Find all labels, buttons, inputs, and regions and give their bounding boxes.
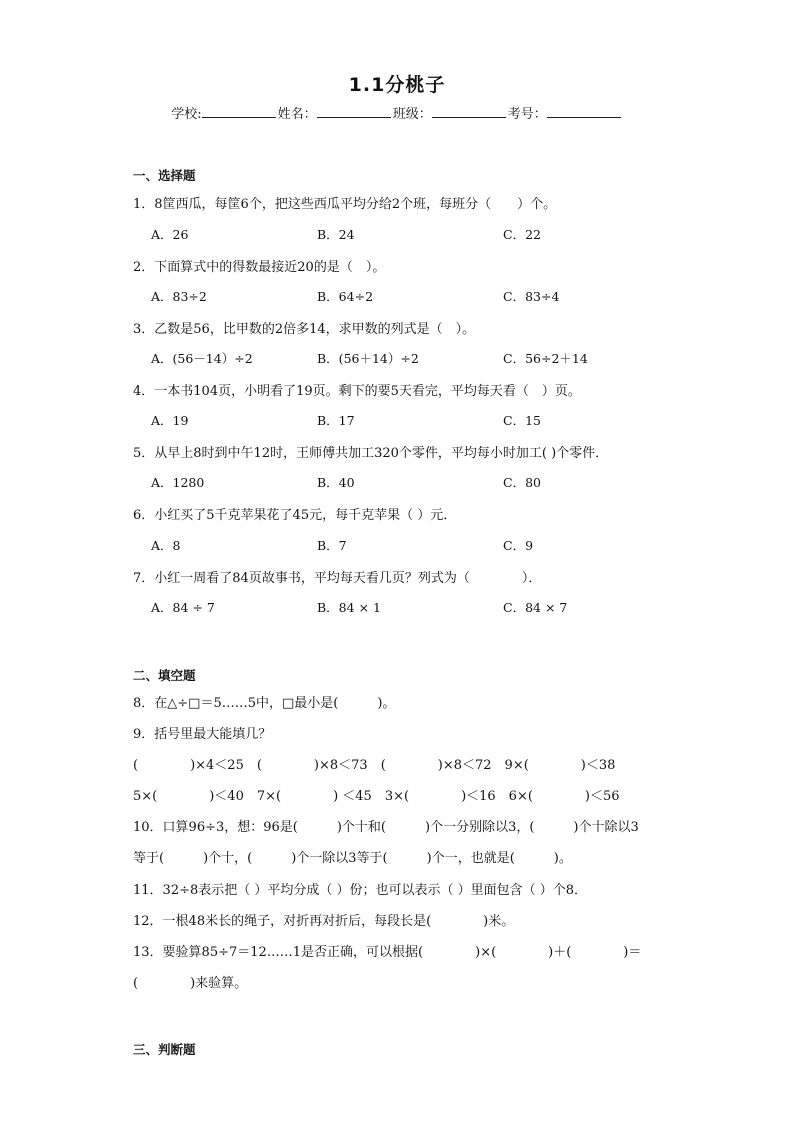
- number-label: 考号：: [507, 107, 547, 122]
- question-6-option-b[interactable]: B．7: [317, 538, 347, 553]
- class-label: 班级：: [392, 107, 432, 122]
- question-12: 12．一根48米长的绳子，对折再对折后，每段长是( )米。: [133, 914, 515, 929]
- name-label: 姓名：: [277, 107, 317, 122]
- class-blank[interactable]: [432, 104, 506, 118]
- school-label: 学校:: [171, 107, 202, 122]
- question-4-option-a[interactable]: A．19: [151, 413, 189, 428]
- question-3: 3．乙数是56，比甲数的2倍多14，求甲数的列式是（ ）。: [133, 322, 476, 337]
- section-heading-fill: 二、填空题: [133, 668, 196, 683]
- question-1-option-a[interactable]: A．26: [151, 227, 189, 242]
- question-11: 11．32÷8表示把（ ）平均分成（ ）份；也可以表示（ ）里面包含（ ）个8．: [133, 883, 588, 898]
- question-4-option-c[interactable]: C．15: [503, 413, 541, 428]
- question-9-row-2: 5×( )＜40 7×( ) ＜45 3×( )＜16 6×( )＜56: [133, 789, 620, 804]
- question-9-row-1: ( )×4＜25 ( )×8＜73 ( )×8＜72 9×( )＜38: [133, 758, 616, 773]
- question-5: 5．从早上8时到中午12时，王师傅共加工320个零件，平均每小时加工( )个零件．: [133, 446, 609, 461]
- section-heading-judge: 三、判断题: [133, 1042, 196, 1057]
- question-7-option-c[interactable]: C．84 × 7: [503, 600, 568, 615]
- question-7: 7．小红一周看了84页故事书，平均每天看几页？列式为（ ）．: [133, 571, 542, 586]
- question-8: 8．在△÷□＝5……5中，□最小是( )。: [133, 696, 396, 711]
- question-3-option-b[interactable]: B．(56＋14）÷2: [317, 351, 419, 366]
- school-blank[interactable]: [202, 104, 276, 118]
- question-1: 1．8筐西瓜，每筐6个，把这些西瓜平均分给2个班，每班分（ ）个。: [133, 197, 557, 212]
- question-1-option-c[interactable]: C．22: [503, 227, 541, 242]
- number-blank[interactable]: [547, 104, 621, 118]
- question-3-option-a[interactable]: A．(56－14）÷2: [151, 351, 253, 366]
- student-info-line: [0, 103, 794, 122]
- name-blank[interactable]: [317, 104, 391, 118]
- question-1-option-b[interactable]: B．24: [317, 227, 355, 242]
- page-title: 1.1分桃子: [348, 74, 446, 96]
- section-heading-choice: 一、选择题: [133, 168, 196, 183]
- question-5-option-c[interactable]: C．80: [503, 475, 541, 490]
- question-7-option-a[interactable]: A．84 ÷ 7: [151, 600, 215, 615]
- question-2-option-a[interactable]: A．83÷2: [151, 289, 207, 304]
- question-2: 2．下面算式中的得数最接近20的是（ ）。: [133, 260, 386, 275]
- question-10-line-1: 10．口算96÷3，想：96是( )个十和( )个一分别除以3，( )个十除以3: [133, 820, 639, 835]
- question-10-line-2: 等于( )个十，( )个一除以3等于( )个一，也就是( )。: [133, 851, 572, 866]
- question-5-option-a[interactable]: A．1280: [151, 475, 205, 490]
- question-3-option-c[interactable]: C．56÷2＋14: [503, 351, 588, 366]
- question-4: 4．一本书104页，小明看了19页。剩下的要5天看完，平均每天看（ ）页。: [133, 384, 581, 399]
- question-2-option-b[interactable]: B．64÷2: [317, 289, 374, 304]
- question-13-line-1: 13．要验算85÷7＝12……1是否正确，可以根据( )×( )＋( )＝: [133, 945, 642, 960]
- question-9: 9．括号里最大能填几？: [133, 727, 272, 742]
- question-6-option-c[interactable]: C．9: [503, 538, 534, 553]
- question-7-option-b[interactable]: B．84 × 1: [317, 600, 381, 615]
- question-6: 6．小红买了5千克苹果花了45元，每千克苹果（ ）元．: [133, 508, 457, 523]
- question-2-option-c[interactable]: C．83÷4: [503, 289, 560, 304]
- question-13-line-2: ( )来验算。: [133, 976, 248, 991]
- question-4-option-b[interactable]: B．17: [317, 413, 355, 428]
- question-6-option-a[interactable]: A．8: [151, 538, 181, 553]
- question-5-option-b[interactable]: B．40: [317, 475, 355, 490]
